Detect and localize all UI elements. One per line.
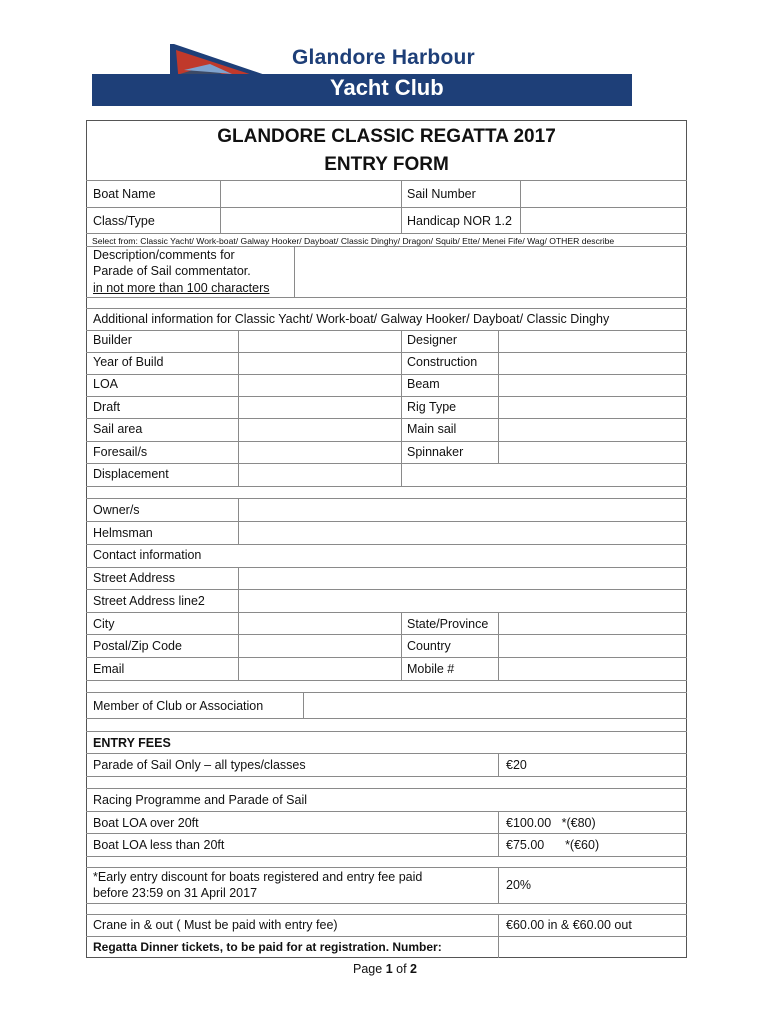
racing-programme-label: Racing Programme and Parade of Sail <box>93 793 308 807</box>
main-sail-label: Main sail <box>407 422 457 436</box>
state-label: State/Province <box>407 617 489 631</box>
description-label-line2: Parade of Sail commentator. <box>93 264 251 278</box>
postal-label: Postal/Zip Code <box>93 639 182 653</box>
over20-label: Boat LOA over 20ft <box>93 816 199 830</box>
form-title: GLANDORE CLASSIC REGATTA 2017 <box>217 126 556 147</box>
dinner-label: Regatta Dinner tickets, to be paid for at registration. Number: <box>93 940 442 954</box>
sail-number-field[interactable] <box>521 181 686 207</box>
class-type-label: Class/Type <box>93 214 155 228</box>
designer-label: Designer <box>407 333 458 347</box>
construction-field[interactable] <box>499 353 686 374</box>
parade-only-fee: €20 <box>506 758 527 772</box>
spinnaker-label: Spinnaker <box>407 445 464 459</box>
builder-label: Builder <box>93 333 132 347</box>
contact-information-label: Contact information <box>93 548 202 562</box>
beam-label: Beam <box>407 377 440 391</box>
dinner-tickets-field[interactable] <box>499 937 686 957</box>
foresails-label: Foresail/s <box>93 445 148 459</box>
description-label-line3: in not more than 100 characters <box>93 281 270 295</box>
owners-label: Owner/s <box>93 503 140 517</box>
builder-field[interactable] <box>239 331 401 352</box>
helmsman-field[interactable] <box>239 522 686 544</box>
page-indicator <box>0 962 770 976</box>
rig-type-label: Rig Type <box>407 400 457 414</box>
parade-only-label: Parade of Sail Only – all types/classes <box>93 758 306 772</box>
main-sail-field[interactable] <box>499 419 686 441</box>
sail-number-label: Sail Number <box>407 187 476 201</box>
handicap-field[interactable] <box>521 208 686 233</box>
draft-field[interactable] <box>239 397 401 418</box>
sail-area-field[interactable] <box>239 419 401 441</box>
club-name-line2: Yacht Club <box>330 75 444 100</box>
email-label: Email <box>93 662 125 676</box>
class-select-note: Select from: Classic Yacht/ Work-boat/ Galway Hooker/ Dayboat/ Classic Dinghy/ Dragon/ Squib/ Ette/ Menei Fife/ Wag/ OTHER describe <box>92 236 615 246</box>
sail-area-label: Sail area <box>93 422 143 436</box>
street-address-label: Street Address <box>93 571 175 585</box>
under20-fee: €75.00 *(€60) <box>506 838 600 852</box>
city-field[interactable] <box>239 613 401 634</box>
boat-name-label: Boat Name <box>93 187 156 201</box>
displacement-label: Displacement <box>93 467 169 481</box>
loa-field[interactable] <box>239 375 401 396</box>
of-word: of <box>396 962 407 976</box>
foresails-field[interactable] <box>239 442 401 463</box>
class-type-field[interactable] <box>221 208 401 233</box>
street-address-field[interactable] <box>239 568 686 589</box>
displacement-field[interactable] <box>239 464 401 486</box>
year-of-build-label: Year of Build <box>93 355 164 369</box>
rig-type-field[interactable] <box>499 397 686 418</box>
postal-field[interactable] <box>239 635 401 657</box>
construction-label: Construction <box>407 355 478 369</box>
page-current: 1 <box>385 962 393 976</box>
club-name-line1: Glandore Harbour <box>292 46 475 69</box>
draft-label: Draft <box>93 400 121 414</box>
additional-info-heading: Additional information for Classic Yacht/ Work-boat/ Galway Hooker/ Dayboat/ Classic Dinghy <box>93 312 610 326</box>
email-field[interactable] <box>239 658 401 680</box>
spinnaker-field[interactable] <box>499 442 686 463</box>
member-field[interactable] <box>304 693 686 718</box>
country-field[interactable] <box>499 635 686 657</box>
entry-fees-heading: ENTRY FEES <box>93 736 171 750</box>
under20-label: Boat LOA less than 20ft <box>93 838 225 852</box>
crane-fee: €60.00 in & €60.00 out <box>506 918 632 932</box>
club-logo <box>92 40 632 106</box>
over20-fee: €100.00 *(€80) <box>506 816 596 830</box>
page-total: 2 <box>410 962 417 976</box>
helmsman-label: Helmsman <box>93 526 153 540</box>
loa-label: LOA <box>93 377 119 391</box>
street-address2-label: Street Address line2 <box>93 594 205 608</box>
handicap-label: Handicap NOR 1.2 <box>407 214 512 228</box>
description-field[interactable] <box>295 247 686 297</box>
member-label: Member of Club or Association <box>93 699 264 713</box>
mobile-field[interactable] <box>499 658 686 680</box>
mobile-label: Mobile # <box>407 662 455 676</box>
page-word: Page <box>353 962 383 976</box>
designer-field[interactable] <box>499 331 686 352</box>
crane-label: Crane in & out ( Must be paid with entry fee) <box>93 918 338 932</box>
owners-field[interactable] <box>239 499 686 521</box>
boat-name-field[interactable] <box>221 181 401 207</box>
country-label: Country <box>407 639 451 653</box>
discount-value: 20% <box>506 878 532 892</box>
description-label-line1: Description/comments for <box>93 248 235 262</box>
discount-line1: *Early entry discount for boats registered and entry fee paid <box>93 870 423 884</box>
street-address2-field[interactable] <box>239 590 686 612</box>
beam-field[interactable] <box>499 375 686 396</box>
city-label: City <box>93 617 115 631</box>
discount-line2: before 23:59 on 31 April 2017 <box>93 886 258 900</box>
state-field[interactable] <box>499 613 686 634</box>
form-subtitle: ENTRY FORM <box>324 154 449 175</box>
year-of-build-field[interactable] <box>239 353 401 374</box>
